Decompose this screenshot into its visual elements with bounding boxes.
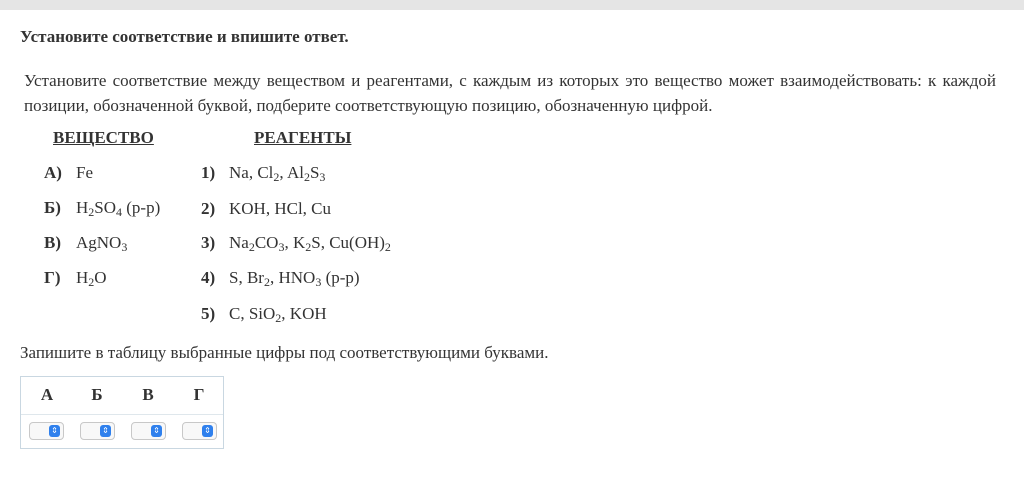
chevron-up-down-icon: ⇕ [202, 425, 213, 437]
answer-instruction: Запишите в таблицу выбранные цифры под соответствующими буквами. [20, 343, 549, 362]
substance-a: Fe [76, 163, 93, 182]
answer-select-v[interactable] [131, 422, 166, 440]
answer-table [20, 376, 224, 449]
substance-column-header: ВЕЩЕСТВО [53, 128, 154, 147]
answer-header-v: В [142, 385, 154, 404]
substance-label-a: А) [44, 163, 62, 182]
reagent-3: $Na_2CO_3$, $K_2S$, $Cu(OH)_2$ [229, 233, 391, 254]
reagent-1: Na, $Cl_2$, $Al_2S_3$ [229, 163, 326, 184]
answer-header-a: А [40, 385, 54, 404]
answer-header-g: Г [193, 385, 205, 404]
reagent-label-1: 1) [201, 163, 216, 182]
answer-select-b[interactable] [80, 422, 115, 440]
answer-header-b: Б [91, 385, 103, 404]
chevron-up-down-icon: ⇕ [100, 425, 111, 437]
reagent-label-4: 4) [201, 268, 216, 287]
question-text: Установите соответствие между веществом и реагентами, с каждым из которых это вещество может взаимодействовать: к каждой позиции, обозначенной буквой, подберите соответствующую позицию, обозначенную цифрой. [24, 71, 996, 115]
reagent-label-2: 2) [201, 199, 216, 218]
substance-label-g: Г) [44, 268, 61, 287]
task-title: Установите соответствие и впишите ответ. [20, 27, 349, 46]
reagents-column-header: РЕАГЕНТЫ [254, 128, 352, 147]
reagent-5: C, SiO$_2$, KOH [229, 304, 327, 325]
substance-v: AgNO$_3$ [76, 233, 128, 254]
substance-g: $H_2O$ [76, 268, 107, 289]
answer-select-g[interactable] [182, 422, 217, 440]
reagent-4: S, $Br_2$, $HNO_3$ (р-р) [229, 268, 360, 289]
substance-label-b: Б) [44, 198, 61, 217]
chevron-up-down-icon: ⇕ [151, 425, 162, 437]
reagent-label-3: 3) [201, 233, 216, 252]
substance-label-v: В) [44, 233, 61, 252]
reagent-label-5: 5) [201, 304, 216, 323]
top-bar [0, 0, 1024, 10]
answer-select-a[interactable] [29, 422, 64, 440]
reagent-2: KOH, HCl, Cu [229, 199, 332, 218]
substance-b: $H_2SO_4$ (р-р) [76, 198, 161, 219]
chevron-up-down-icon: ⇕ [49, 425, 60, 437]
table-divider [21, 414, 223, 415]
